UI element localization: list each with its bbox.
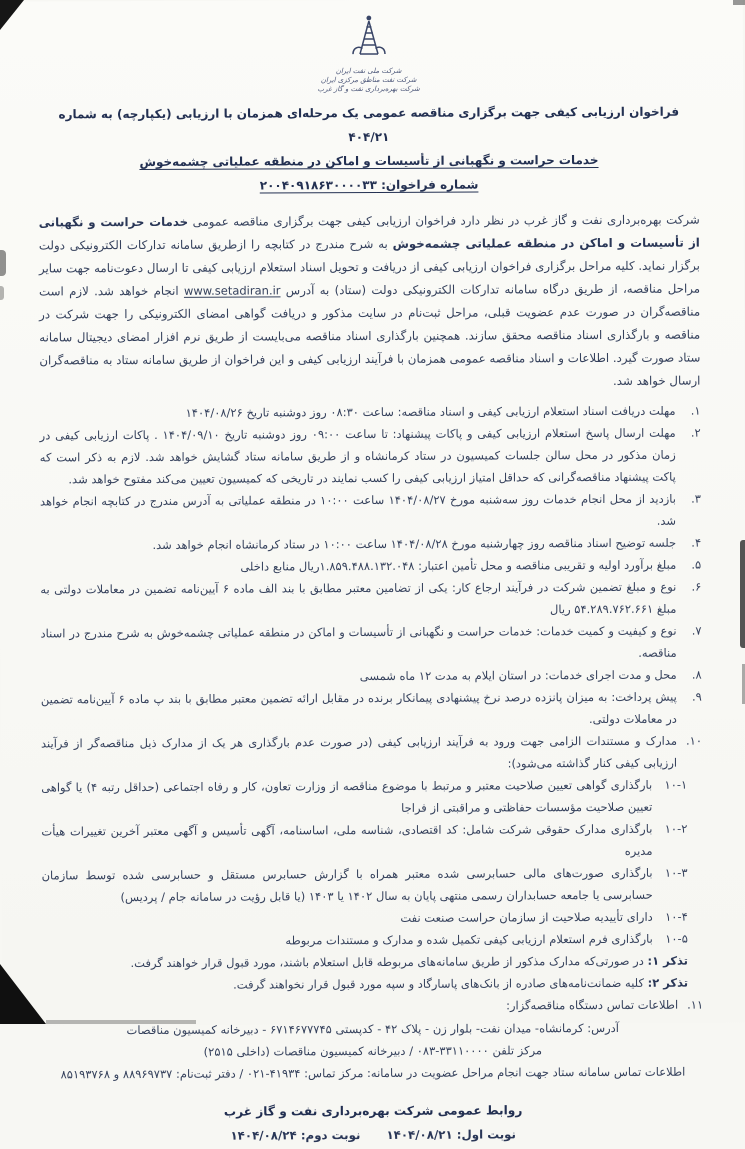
item-number: ۵. — [691, 557, 702, 572]
item-text: مهلت دریافت اسناد استعلام ارزیابی کیفی و اسناد مناقصه: ساعت ۰۸:۳۰ روز دوشنبه تاریخ ۱۴۰۴/۰۸/۲۶ — [185, 403, 676, 420]
list-item-1 — [40, 400, 701, 425]
item-text: مبلغ برآورد اولیه و تقریبی مناقصه و محل تأمین اعتبار: ۱.۸۵۹.۴۸۸.۱۳۲.۰۴۸ریال منابع داخلی — [240, 557, 677, 574]
item-number: ۳. — [691, 491, 701, 506]
item-text: پیش پرداخت: به میزان پانزده درصد نرخ پیشنهادی پیمانکار برنده در مقابل ارائه تضمین معتبر مطابق با بند پ ماده ۶ آیین‌نامه تضمین در معاملات دولتی. — [40, 689, 677, 727]
remark-label: تذکر ۲: — [647, 975, 689, 990]
item-text: مدارک و مستندات الزامی جهت ورود به فرآیند ارزیابی کیفی (در صورت عدم بارگذاری هر یک از مدارک ذیل مناقصه‌گر از فرآیند ارزیابی کیفی کنار گذاشته می‌شود): — [40, 733, 678, 771]
subitem-text: دارای تأییدیه صلاحیت از سازمان حراست صنعت نفت — [400, 909, 653, 925]
organization-hierarchy — [38, 66, 699, 96]
publication-dates — [43, 1122, 704, 1149]
subitem-number: ۱۰-۳ — [664, 865, 688, 880]
sublist-item-10-5 — [42, 928, 703, 953]
title-line-call: فراخوان ارزیابی کیفی جهت برگزاری مناقصه عمومی یک مرحله‌ای همزمان با ارزیابی (یکپارچه) به شماره ۴۰۴/۲۱ — [58, 104, 680, 145]
item-number: ۸. — [691, 667, 702, 682]
title-line-tender-number: شماره فراخوان: ۲۰۰۴۰۹۱۸۶۳۰۰۰۰۳۳ — [259, 177, 479, 193]
intro-subject-bold: خدمات حراست و نگهبانی از تأسیسات و اماکن در منطقه عملیاتی چشمه‌خوش — [38, 214, 700, 251]
list-item-7 — [40, 620, 701, 667]
contact-info-block — [42, 1017, 703, 1086]
second-publication-date: نوبت دوم: ۱۴۰۴/۰۸/۲۴ — [230, 1128, 361, 1143]
org-line-wogpc: شرکت بهره‌برداری نفت و گاز غرب — [317, 84, 420, 94]
item-number: ۱. — [690, 403, 701, 418]
item-text: جلسه توضیح اسناد مناقصه روز چهارشنبه مورخ ۱۴۰۴/۰۸/۲۸ ساعت ۱۰:۰۰ در ستاد کرمانشاه انجام خواهد شد. — [152, 535, 677, 552]
remark-text: در صورتی‌که مدارک مذکور از طریق سامانه‌های مربوطه قابل استعلام باشند، مورد قبول قرار خواهند گرفت. — [130, 953, 648, 971]
list-item-2 — [40, 422, 701, 491]
item-text: محل و مدت اجرای خدمات: در استان ایلام به مدت ۱۲ ماه شمسی — [359, 667, 677, 684]
item-number: ۱۰. — [685, 733, 703, 748]
list-item-11 — [42, 994, 703, 1019]
item-number: ۲. — [690, 425, 701, 440]
contact-address: آدرس: کرمانشاه- میدان نفت- بلوار زن - پلاک ۴۲ - کدپستی ۶۷۱۴۶۷۷۷۴۵ - دبیرخانه کمیسیون مناقصات — [126, 1020, 620, 1038]
list-item-9 — [41, 686, 702, 733]
contact-setad-support: اطلاعات تماس سامانه ستاد جهت انجام مراحل عضویت در سامانه: مرکز تماس: ۰۲۱‎-‎۴۱۹۳۴ / دفتر ثبت‌نام: ۸۸۹۶۹۷۳۷ و ۸۵۱۹۳۷۶۸ — [60, 1064, 686, 1082]
list-item-6 — [40, 576, 701, 623]
sublist-item-10-1 — [41, 774, 702, 821]
item-number: ۶. — [691, 579, 702, 594]
document-title-block — [38, 100, 699, 199]
document-header — [38, 13, 699, 96]
publisher-line: روابط عمومی شرکت بهره‌برداری نفت و گاز غرب — [223, 1103, 523, 1119]
sublist-item-10-2 — [41, 818, 702, 865]
intro-text-1: شرکت بهره‌برداری نفت و گاز غرب در نظر دارد فراخوان ارزیابی کیفی جهت برگزاری مناقصه عمومی — [188, 212, 700, 229]
intro-text-3: انجام خواهد شد. لازم است مناقصه‌گران در صورت عدم عضویت قبلی، مراحل ثبت‌نام در سایت مذکور و دریافت گواهی امضای الکترونیکی را جهت شرکت در مناقصه و بارگذاری اسناد مناقصه محقق سازند. همچنین بارگذاری اسناد مناقصه می‌بایست از طریق نرم افزار امضای دیجیتال سامانه ستاد صورت گیرد. اطلاعات و اسناد مناقصه عمومی همزمان با فرآیند ارزیابی کیفی و این فراخوان از طریق سامانه ستاد به مناقصه‌گران ارسال خواهد شد. — [39, 283, 701, 388]
intro-paragraph — [39, 209, 701, 396]
org-line-icofc: شرکت نفت مناطق مرکزی ایران — [320, 75, 417, 85]
list-item-4 — [40, 532, 701, 557]
nioc-derrick-logo-icon — [345, 14, 391, 58]
intro-text-2: به شرح مندرج در کتابچه را ازطریق سامانه تدارکات الکترونیکی دولت برگزار نماید. کلیه مراحل برگزاری فراخوان ارزیابی کیفی از دریافت و تحویل اسناد استعلام ارزیابی کیفی تا ارسال دعوت‌نامه جهت سایر مراحل مناقصه، از طریق درگاه سامانه تدارکات الکترونیکی دولت (ستاد) به آدرس — [38, 236, 701, 298]
setadiran-url: www.setadiran.ir — [183, 283, 281, 298]
list-item-5 — [40, 554, 701, 579]
list-item-8 — [41, 664, 702, 689]
list-item-3 — [40, 488, 701, 535]
item-text: بازدید از محل انجام خدمات روز سه‌شنبه مورخ ۱۴۰۴/۰۸/۲۷ ساعت ۱۰:۰۰ در منطقه عملیاتی به آدرس مندرج در کتابچه انجام خواهد شد. — [39, 491, 677, 528]
sublist-item-10-4 — [42, 906, 703, 931]
remark-label: تذکر ۱: — [647, 953, 688, 968]
sublist-item-10-3 — [42, 862, 703, 909]
item-text: مهلت ارسال پاسخ استعلام ارزیابی کیفی و پاکات پیشنهاد: تا ساعت ۰۹:۰۰ روز دوشنبه تاریخ ۱۴۰۴/۰۹/۱۰ . پاکات ارزیابی کیفی در زمان مذکور در محل سالن جلسات کمیسیون در ستاد کرمانشاه و از طریق سامانه ستاد گشایش خواهد شد. لازم به ذکر است که پاکت پیشنهاد مناقصه‌گرانی که حداقل امتیاز ارزیابی کیفی را کسب نمایند در تاریخی که کمیسیون تعیین می‌کند مفتوح خواهد شد. — [39, 425, 676, 487]
org-line-nioc: شرکت ملی نفت ایران — [335, 66, 402, 76]
item-text: اطلاعات تماس دستگاه مناقصه‌گزار: — [506, 997, 679, 1013]
item-number: ۹. — [691, 689, 702, 704]
remark-1 — [42, 950, 703, 975]
item-number: ۷. — [691, 623, 702, 638]
subitem-number: ۱۰-۱ — [664, 777, 688, 792]
remark-text: کلیه ضمانت‌نامه‌های صادره از بانک‌های پاسارگاد و سپه مورد قبول قرار نخواهند گرفت. — [233, 975, 648, 992]
title-line-subject: خدمات حراست و نگهبانی از تأسیسات و اماکن در منطقه عملیاتی چشمه‌خوش — [139, 153, 599, 170]
item-text: نوع و کیفیت و کمیت خدمات: خدمات حراست و نگهبانی از تأسیسات و اماکن در منطقه عملیاتی چشمه‌خوش به شرح مندرج در اسناد مناقصه. — [40, 623, 677, 660]
remark-2 — [42, 972, 703, 997]
item-number: ۴. — [691, 535, 702, 550]
list-item-10 — [41, 730, 702, 777]
subitem-number: ۱۰-۴ — [665, 909, 688, 924]
tender-conditions-list — [40, 400, 704, 1019]
subitem-number: ۱۰-۲ — [664, 821, 688, 836]
contact-phone: مرکز تلفن ۰۸۳‎-‎۳۳۱۱۰۰۰۰ / دبیرخانه کمیسیون مناقصات (داخلی ۲۵۱۵) — [203, 1043, 543, 1059]
subitem-number: ۱۰-۵ — [665, 931, 688, 946]
first-publication-date: نوبت اول: ۱۴۰۴/۰۸/۲۱ — [386, 1127, 516, 1142]
document-footer — [43, 1098, 704, 1149]
item-number: ۱۱. — [687, 997, 704, 1012]
subitem-text: بارگذاری گواهی تعیین صلاحیت معتبر و مرتبط با موضوع مناقصه از وزارت تعاون، کار و رفاه اجتماعی (حداقل رتبه ۴) یا گواهی تعیین صلاحیت مؤسسات حفاظتی و مراقبتی از فراجا — [41, 777, 653, 815]
subitem-text: بارگذاری صورت‌های مالی حسابرسی شده معتبر همراه با گزارش حسابرس مستقل و حسابرسی شده توسط سازمان حسابرسی یا جامعه حسابداران رسمی منتهی پایان به سال ۱۴۰۲ یا ۱۴۰۳ (یا قابل رؤیت در سامانه جام / پردیس) — [41, 865, 653, 905]
subitem-text: بارگذاری مدارک حقوقی شرکت شامل: کد اقتصادی، شناسه ملی، اساسنامه، آگهی تأسیس و آگهی معتبر آخرین تغییرات هیأت مدیره — [41, 821, 653, 858]
item-text: نوع و مبلغ تضمین شرکت در فرآیند ارجاع کار: یکی از تضامین معتبر مطابق با بند الف ماده ۶ آیین‌نامه تضمین در معاملات دولتی به مبلغ ۵۴.۲۸۹.۷۶۲.۶۶۱ ریال — [40, 579, 677, 617]
subitem-text: بارگذاری فرم استعلام ارزیابی کیفی تکمیل شده و مدارک و مستندات مربوطه — [285, 931, 653, 948]
